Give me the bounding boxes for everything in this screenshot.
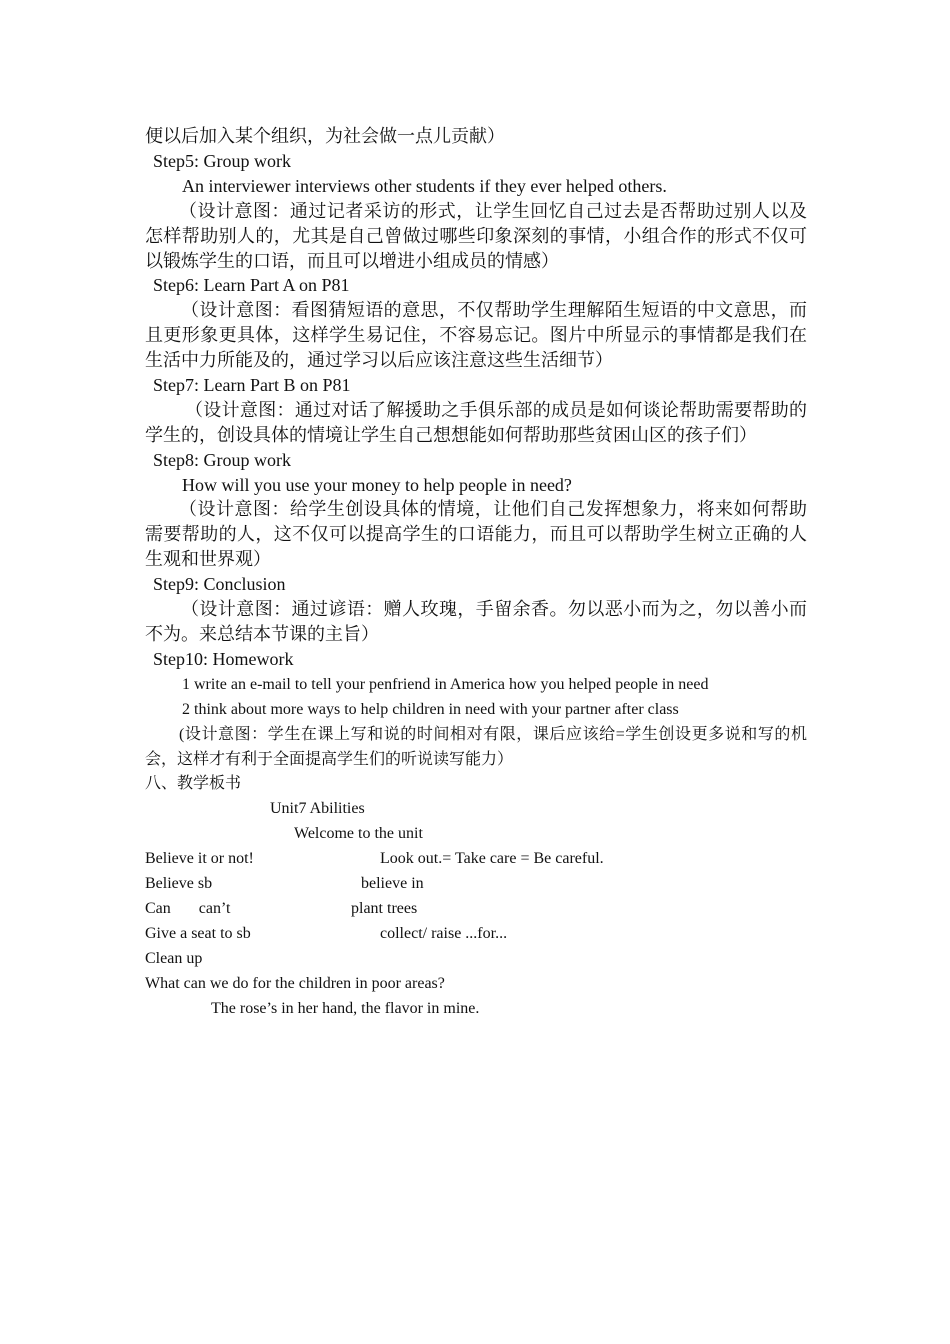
- board-left-item: Give a seat to sb: [145, 925, 251, 942]
- step8-heading: Step8: Group work: [153, 450, 291, 470]
- step7-note: （设计意图：通过对话了解援助之手俱乐部的成员是如何谈论帮助需要帮助的学生的，创设具体的情境让学生自己想想能如何帮助那些贫困山区的孩子们）: [145, 400, 807, 445]
- intro-line: 便以后加入某个组织，为社会做一点儿贡献）: [145, 126, 505, 146]
- step6-note: （设计意图：看图猜短语的意思，不仅帮助学生理解陌生短语的中文意思，而且更形象更具体，这样学生易记住，不容易忘记。图片中所显示的事情都是我们在生活中力所能及的，通过学习以后应该注意这些生活细节）: [145, 300, 807, 370]
- board-left-item: Believe sb: [145, 875, 213, 892]
- board-right-item: believe in: [361, 875, 424, 892]
- board-right-item: Look out.= Take care = Be careful.: [380, 850, 604, 867]
- step9-heading: Step9: Conclusion: [153, 574, 286, 594]
- step7-heading: Step7: Learn Part B on P81: [153, 375, 351, 395]
- board-left-item: Clean up: [145, 950, 203, 967]
- board-left-item: Believe it or not!: [145, 850, 254, 867]
- board-right-item: collect/ raise ...for...: [380, 925, 508, 942]
- homework-item-2: 2 think about more ways to help children in need with your partner after class: [182, 701, 679, 718]
- step5-heading: Step5: Group work: [153, 151, 291, 171]
- homework-note: (设计意图：学生在课上写和说的时间相对有限，课后应该给=学生创设更多说和写的机会，这样才有利于全面提高学生们的听说读写能力）: [145, 726, 807, 768]
- step5-text: An interviewer interviews other students if they ever helped others.: [182, 176, 667, 196]
- board-right-item: plant trees: [351, 900, 418, 917]
- board-proverb: The rose’s in her hand, the flavor in mine.: [211, 1000, 480, 1017]
- step9-note: （设计意图：通过谚语：赠人玫瑰，手留余香。勿以恶小而为之，勿以善小而不为。来总结本节课的主旨）: [145, 599, 807, 644]
- step5-note: （设计意图：通过记者采访的形式，让学生回忆自己过去是否帮助过别人以及怎样帮助别人的，尤其是自己曾做过哪些印象深刻的事情，小组合作的形式不仅可以锻炼学生的口语，而且可以增进小组成员的情感）: [145, 201, 807, 271]
- board-left-item: What can we do for the children in poor areas?: [145, 975, 445, 992]
- section-8-heading: 八、教学板书: [145, 775, 242, 792]
- homework-item-1: 1 write an e-mail to tell your penfriend in America how you helped people in need: [182, 676, 709, 693]
- board-left-item: Can can’t: [145, 900, 231, 917]
- step6-heading: Step6: Learn Part A on P81: [153, 275, 350, 295]
- step8-text: How will you use your money to help people in need?: [182, 475, 572, 495]
- step10-heading: Step10: Homework: [153, 649, 294, 669]
- board-subtitle: Welcome to the unit: [294, 825, 423, 842]
- step8-note: （设计意图：给学生创设具体的情境，让他们自己发挥想象力，将来如何帮助需要帮助的人，这不仅可以提高学生的口语能力，而且可以帮助学生树立正确的人生观和世界观）: [145, 499, 807, 569]
- board-title: Unit7 Abilities: [270, 800, 365, 817]
